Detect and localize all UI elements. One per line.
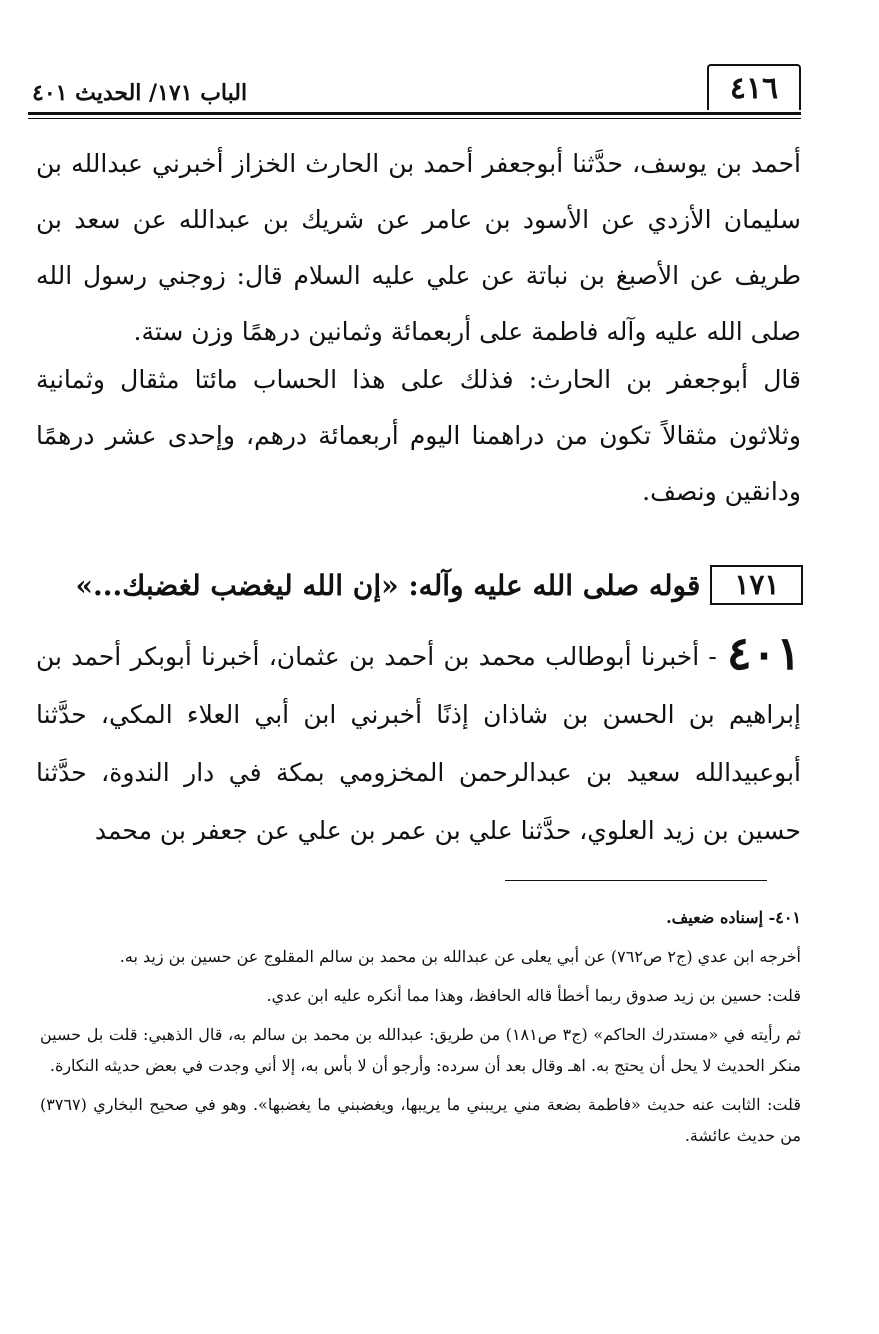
section-heading <box>0 560 879 610</box>
hadith-number: ٤٠١ <box>726 626 801 680</box>
body-paragraph-2: قال أبوجعفر بن الحارث: فذلك على هذا الحساب مائتا مثقال وثمانية وثلاثون مثقالاً تكون من دراهمنا اليوم أربعمائة درهم، وإحدى عشر درهمًا ودانقين ونصف. <box>36 365 801 506</box>
page-number: ٤١٦ <box>707 64 801 110</box>
header-rule-thick <box>28 112 801 115</box>
section-number: ١٧١ <box>710 565 803 605</box>
footnotes <box>40 902 801 1159</box>
body-paragraph-1: أحمد بن يوسف، حدَّثنا أبوجعفر أحمد بن الحارث الخزاز أخبرني عبدالله بن سليمان الأزدي عن الأسود بن عامر عن شريك بن عبدالله عن سعد بن طريف عن الأصبغ بن نباتة عن علي عليه السلام قال: زوجني رسول الله صلى الله عليه وآله فاطمة على أربعمائة وثمانين درهمًا وزن ستة. <box>36 149 801 346</box>
footnote-paragraph: قلت: الثابت عنه حديث «فاطمة بضعة مني يريبني ما يريبها، ويغضبني ما يغضبها». وهو في صحيح البخاري (٣٧٦٧) من حديث عائشة. <box>40 1095 801 1145</box>
running-head: الباب ١٧١/ الحديث ٤٠١ <box>32 80 248 106</box>
header-rule-thin <box>28 118 801 119</box>
hadith-block <box>36 624 801 860</box>
hadith-text: - أخبرنا أبوطالب محمد بن أحمد بن عثمان، أخبرنا أبوبكر أحمد بن إبراهيم بن الحسن بن شاذان إذنًا أخبرني ابن أبي العلاء المكي، حدَّثنا أبوعبيدالله سعيد بن عبدالرحمن المخزومي بمكة في دار الندوة، حدَّثنا حسين بن زيد العلوي، حدَّثنا علي بن عمر بن علي عن جعفر بن محمد <box>36 642 801 845</box>
page-header <box>28 60 801 120</box>
section-title: قوله صلى الله عليه وآله: «إن الله ليغضب لغضبك...» <box>75 568 701 602</box>
footnote-separator <box>505 880 767 881</box>
footnote-paragraph: قلت: حسين بن زيد صدوق ربما أخطأ قاله الحافظ، وهذا مما أنكره عليه ابن عدي. <box>266 986 801 1005</box>
footnote-heading: ٤٠١- إسناده ضعيف. <box>666 908 801 927</box>
footnote-paragraph: ثم رأيته في «مستدرك الحاكم» (ج٣ ص١٨١) من طريق: عبدالله بن محمد بن سالم به، قال الذهبي: قلت بل حسين منكر الحديث لا يحل أن يحتج به. اهـ وقال بعد أن سرده: وأرجو أن لا بأس به، إلا أني وجدت في بعض حديثه النكارة. <box>40 1025 802 1075</box>
footnote-paragraph: أخرجه ابن عدي (ج٢ ص٧٦٢) عن أبي يعلى عن عبدالله بن محمد بن سالم المقلوج عن حسين بن زيد به. <box>119 947 801 966</box>
